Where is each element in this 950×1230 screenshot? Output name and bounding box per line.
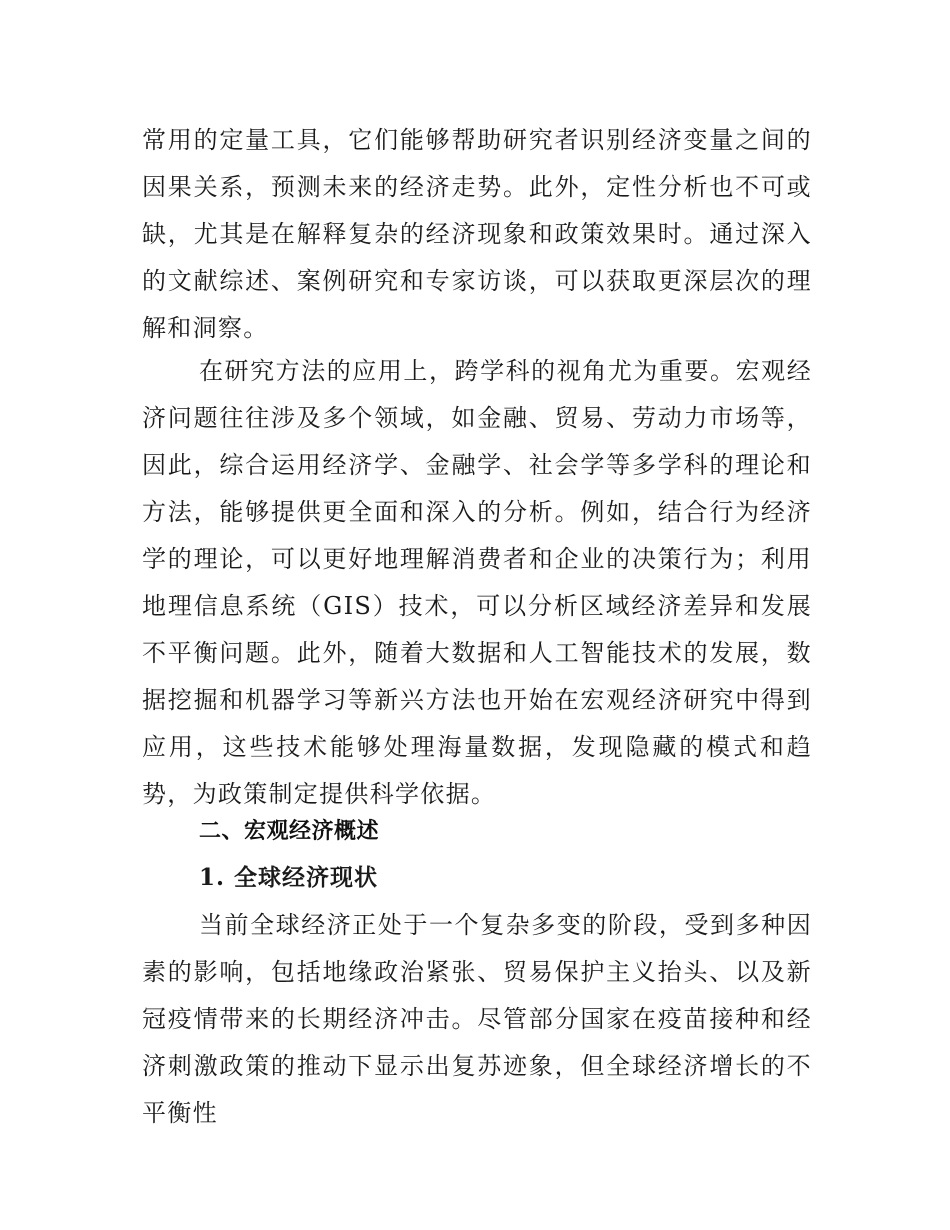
paragraph-research-methods: 在研究方法的应用上，跨学科的视角尤为重要。宏观经济问题往往涉及多个领域，如金融、贸易、劳动力市场等，因此，综合运用经济学、金融学、社会学等多学科的理论和方法，能够提供更全面和深入的分析。例如，结合行为经济学的理论，可以更好地理解消费者和企业的决策行为；利用地理信息系统（GIS）技术，可以分析区域经济差异和发展不平衡问题。此外，随着大数据和人工智能技术的发展，数据挖掘和机器学习等新兴方法也开始在宏观经济研究中得到应用，这些技术能够处理海量数据，发现隐藏的模式和趋势，为政策制定提供科学依据。 <box>142 357 812 808</box>
section-heading: 二、宏观经济概述 <box>199 819 380 844</box>
paragraph-quantitative-tools: 常用的定量工具，它们能够帮助研究者识别经济变量之间的因果关系，预测未来的经济走势。此外，定性分析也不可或缺，尤其是在解释复杂的经济现象和政策效果时。通过深入的文献综述、案例研究和专家访谈，可以获取更深层次的理解和洞察。 <box>142 126 812 342</box>
subsection-heading: 1. 全球经济现状 <box>199 864 379 891</box>
paragraph-global-economy: 当前全球经济正处于一个复杂多变的阶段，受到多种因素的影响，包括地缘政治紧张、贸易保护主义抬头、以及新冠疫情带来的长期经济冲击。尽管部分国家在疫苗接种和经济刺激政策的推动下显示出复苏迹象，但全球经济增长的不平衡性 <box>142 911 812 1127</box>
